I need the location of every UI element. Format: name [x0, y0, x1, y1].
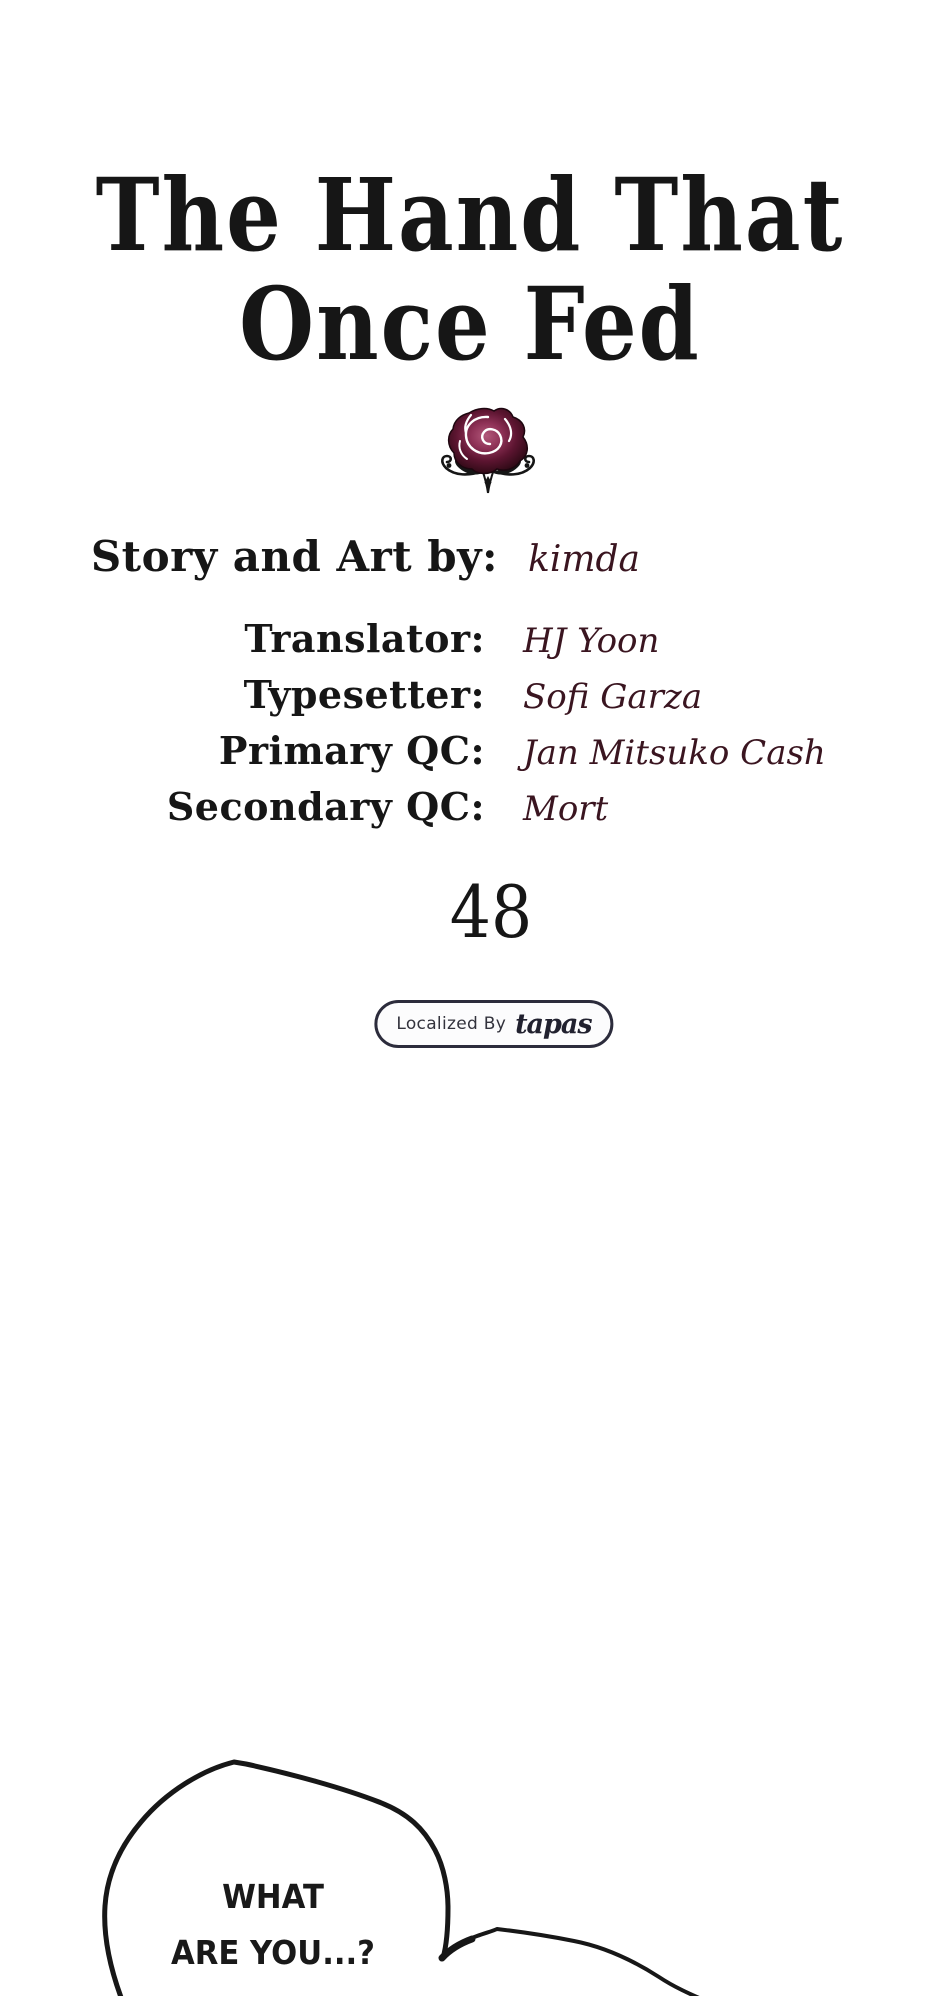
credit-row-secondary-qc — [0, 784, 940, 829]
credit-name-story: kimda — [528, 539, 640, 580]
speech-line-2: ARE YOU...? — [171, 1933, 375, 1972]
credit-label-primary-qc: Primary QC: — [218, 728, 485, 773]
credit-name-secondary-qc: Mort — [523, 789, 609, 829]
badge-prefix-label: Localized By — [396, 1014, 507, 1034]
credit-label-secondary-qc: Secondary QC: — [166, 784, 485, 829]
credit-row-translator — [0, 616, 940, 661]
credit-label-translator: Translator: — [244, 616, 485, 661]
series-title-line1: The Hand That — [95, 157, 845, 275]
tapas-logo: tapas — [515, 1008, 592, 1040]
credit-name-typesetter: Sofi Garza — [523, 677, 703, 717]
credit-label-typesetter: Typesetter: — [243, 672, 485, 717]
credit-label-story: Story and Art by: — [90, 532, 498, 581]
credit-row-typesetter — [0, 672, 940, 717]
credit-name-translator: HJ Yoon — [523, 621, 660, 661]
credit-name-primary-qc: Jan Mitsuko Cash — [523, 733, 826, 773]
credit-row-primary-qc — [0, 728, 940, 773]
series-title-line2: Once Fed — [239, 266, 701, 384]
rose-ornament-icon — [437, 399, 539, 497]
speech-bubble-text — [129, 1869, 417, 1981]
chapter-number: 48 — [449, 870, 533, 954]
credit-row-story — [0, 532, 940, 581]
series-title — [0, 157, 940, 384]
speech-line-1: WHAT — [222, 1877, 324, 1916]
localized-by-badge — [374, 1000, 613, 1048]
